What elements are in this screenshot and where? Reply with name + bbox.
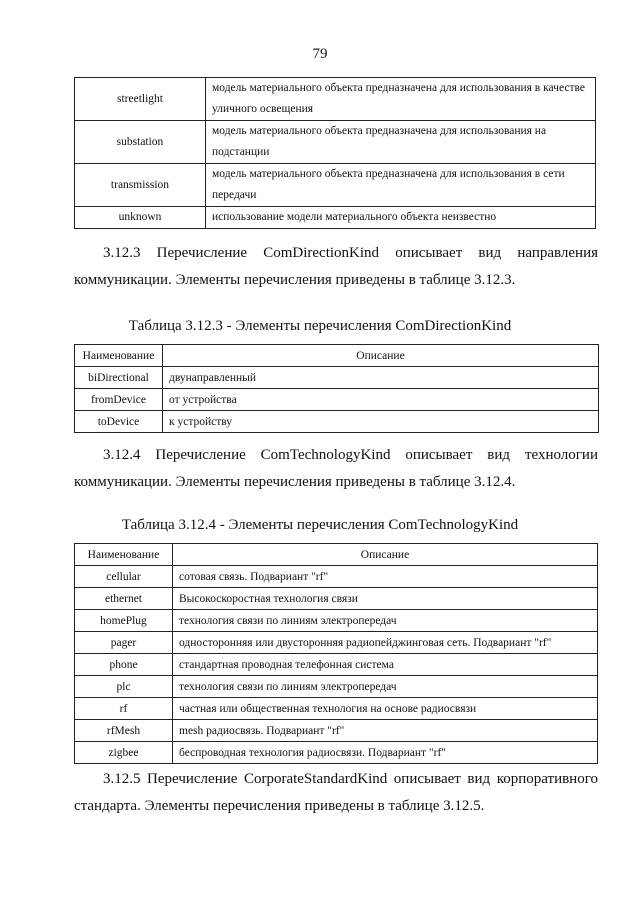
paragraph-line: стандарта. Элементы перечисления приведены в таблице 3.12.5. xyxy=(74,798,485,814)
cell-desc: модель материального объекта предназначена для использования в качестве уличного освещения xyxy=(206,78,596,121)
table-caption: Таблица 3.12.3 - Элементы перечисления ComDirectionKind xyxy=(128,318,512,334)
table-row xyxy=(75,367,599,389)
cell-name: unknown xyxy=(75,207,206,229)
header-cell: Наименование xyxy=(75,544,173,566)
paragraph-line: 3.12.4 Перечисление ComTechnologyKind описывает вид технологии xyxy=(103,447,598,463)
cell-name: biDirectional xyxy=(75,367,163,389)
cell-name: homePlug xyxy=(75,610,173,632)
table-header-row xyxy=(75,544,598,566)
cell-name: pager xyxy=(75,632,173,654)
table-3-12-3 xyxy=(74,344,599,433)
cell-desc: стандартная проводная телефонная система xyxy=(173,654,598,676)
cell-name: cellular xyxy=(75,566,173,588)
table-row xyxy=(75,207,596,229)
cell-desc: технология связи по линиям электропередач xyxy=(173,676,598,698)
table-row xyxy=(75,720,598,742)
cell-name: substation xyxy=(75,121,206,164)
cell-name: ethernet xyxy=(75,588,173,610)
page-number: 79 xyxy=(312,46,328,62)
table-row xyxy=(75,121,596,164)
cell-desc: сотовая связь. Подвариант "rf" xyxy=(173,566,598,588)
paragraph-line: 3.12.5 Перечисление CorporateStandardKind описывает вид корпоративного xyxy=(103,771,598,787)
cell-name: fromDevice xyxy=(75,389,163,411)
cell-name: toDevice xyxy=(75,411,163,433)
table-row xyxy=(75,411,599,433)
cell-desc: Высокоскоростная технология связи xyxy=(173,588,598,610)
table-header-row xyxy=(75,345,599,367)
cell-name: zigbee xyxy=(75,742,173,764)
table-row xyxy=(75,566,598,588)
cell-desc: от устройства xyxy=(163,389,599,411)
table-row xyxy=(75,610,598,632)
paragraph-line: коммуникации. Элементы перечисления приведены в таблице 3.12.3. xyxy=(74,272,516,288)
cell-desc: mesh радиосвязь. Подвариант "rf" xyxy=(173,720,598,742)
cell-desc: технология связи по линиям электропередач xyxy=(173,610,598,632)
paragraph-3-12-4 xyxy=(74,442,598,496)
header-cell: Описание xyxy=(173,544,598,566)
cell-desc: беспроводная технология радиосвязи. Подвариант "rf" xyxy=(173,742,598,764)
paragraph-line: 3.12.3 Перечисление ComDirectionKind описывает вид направления xyxy=(103,245,598,261)
cell-name: rfMesh xyxy=(75,720,173,742)
table-row xyxy=(75,389,599,411)
cell-desc: к устройству xyxy=(163,411,599,433)
paragraph-3-12-3 xyxy=(74,240,598,294)
table-continued xyxy=(74,77,596,229)
cell-name: phone xyxy=(75,654,173,676)
header-cell: Наименование xyxy=(75,345,163,367)
table-row xyxy=(75,78,596,121)
cell-desc: модель материального объекта предназначена для использования в сети передачи xyxy=(206,164,596,207)
table-row xyxy=(75,164,596,207)
table-row xyxy=(75,676,598,698)
paragraph-line: коммуникации. Элементы перечисления приведены в таблице 3.12.4. xyxy=(74,474,516,490)
cell-name: plc xyxy=(75,676,173,698)
table-row xyxy=(75,588,598,610)
table-3-12-4 xyxy=(74,543,598,764)
cell-desc: частная или общественная технология на основе радиосвязи xyxy=(173,698,598,720)
cell-desc: односторонняя или двусторонняя радиопейджинговая сеть. Подвариант "rf" xyxy=(173,632,598,654)
table-row xyxy=(75,632,598,654)
table-row xyxy=(75,654,598,676)
cell-name: streetlight xyxy=(75,78,206,121)
paragraph-3-12-5 xyxy=(74,766,598,820)
table-caption: Таблица 3.12.4 - Элементы перечисления ComTechnologyKind xyxy=(121,517,519,533)
cell-desc: модель материального объекта предназначена для использования на подстанции xyxy=(206,121,596,164)
cell-name: rf xyxy=(75,698,173,720)
cell-desc: использование модели материального объекта неизвестно xyxy=(206,207,596,229)
header-cell: Описание xyxy=(163,345,599,367)
table-row xyxy=(75,698,598,720)
cell-name: transmission xyxy=(75,164,206,207)
table-row xyxy=(75,742,598,764)
cell-desc: двунаправленный xyxy=(163,367,599,389)
